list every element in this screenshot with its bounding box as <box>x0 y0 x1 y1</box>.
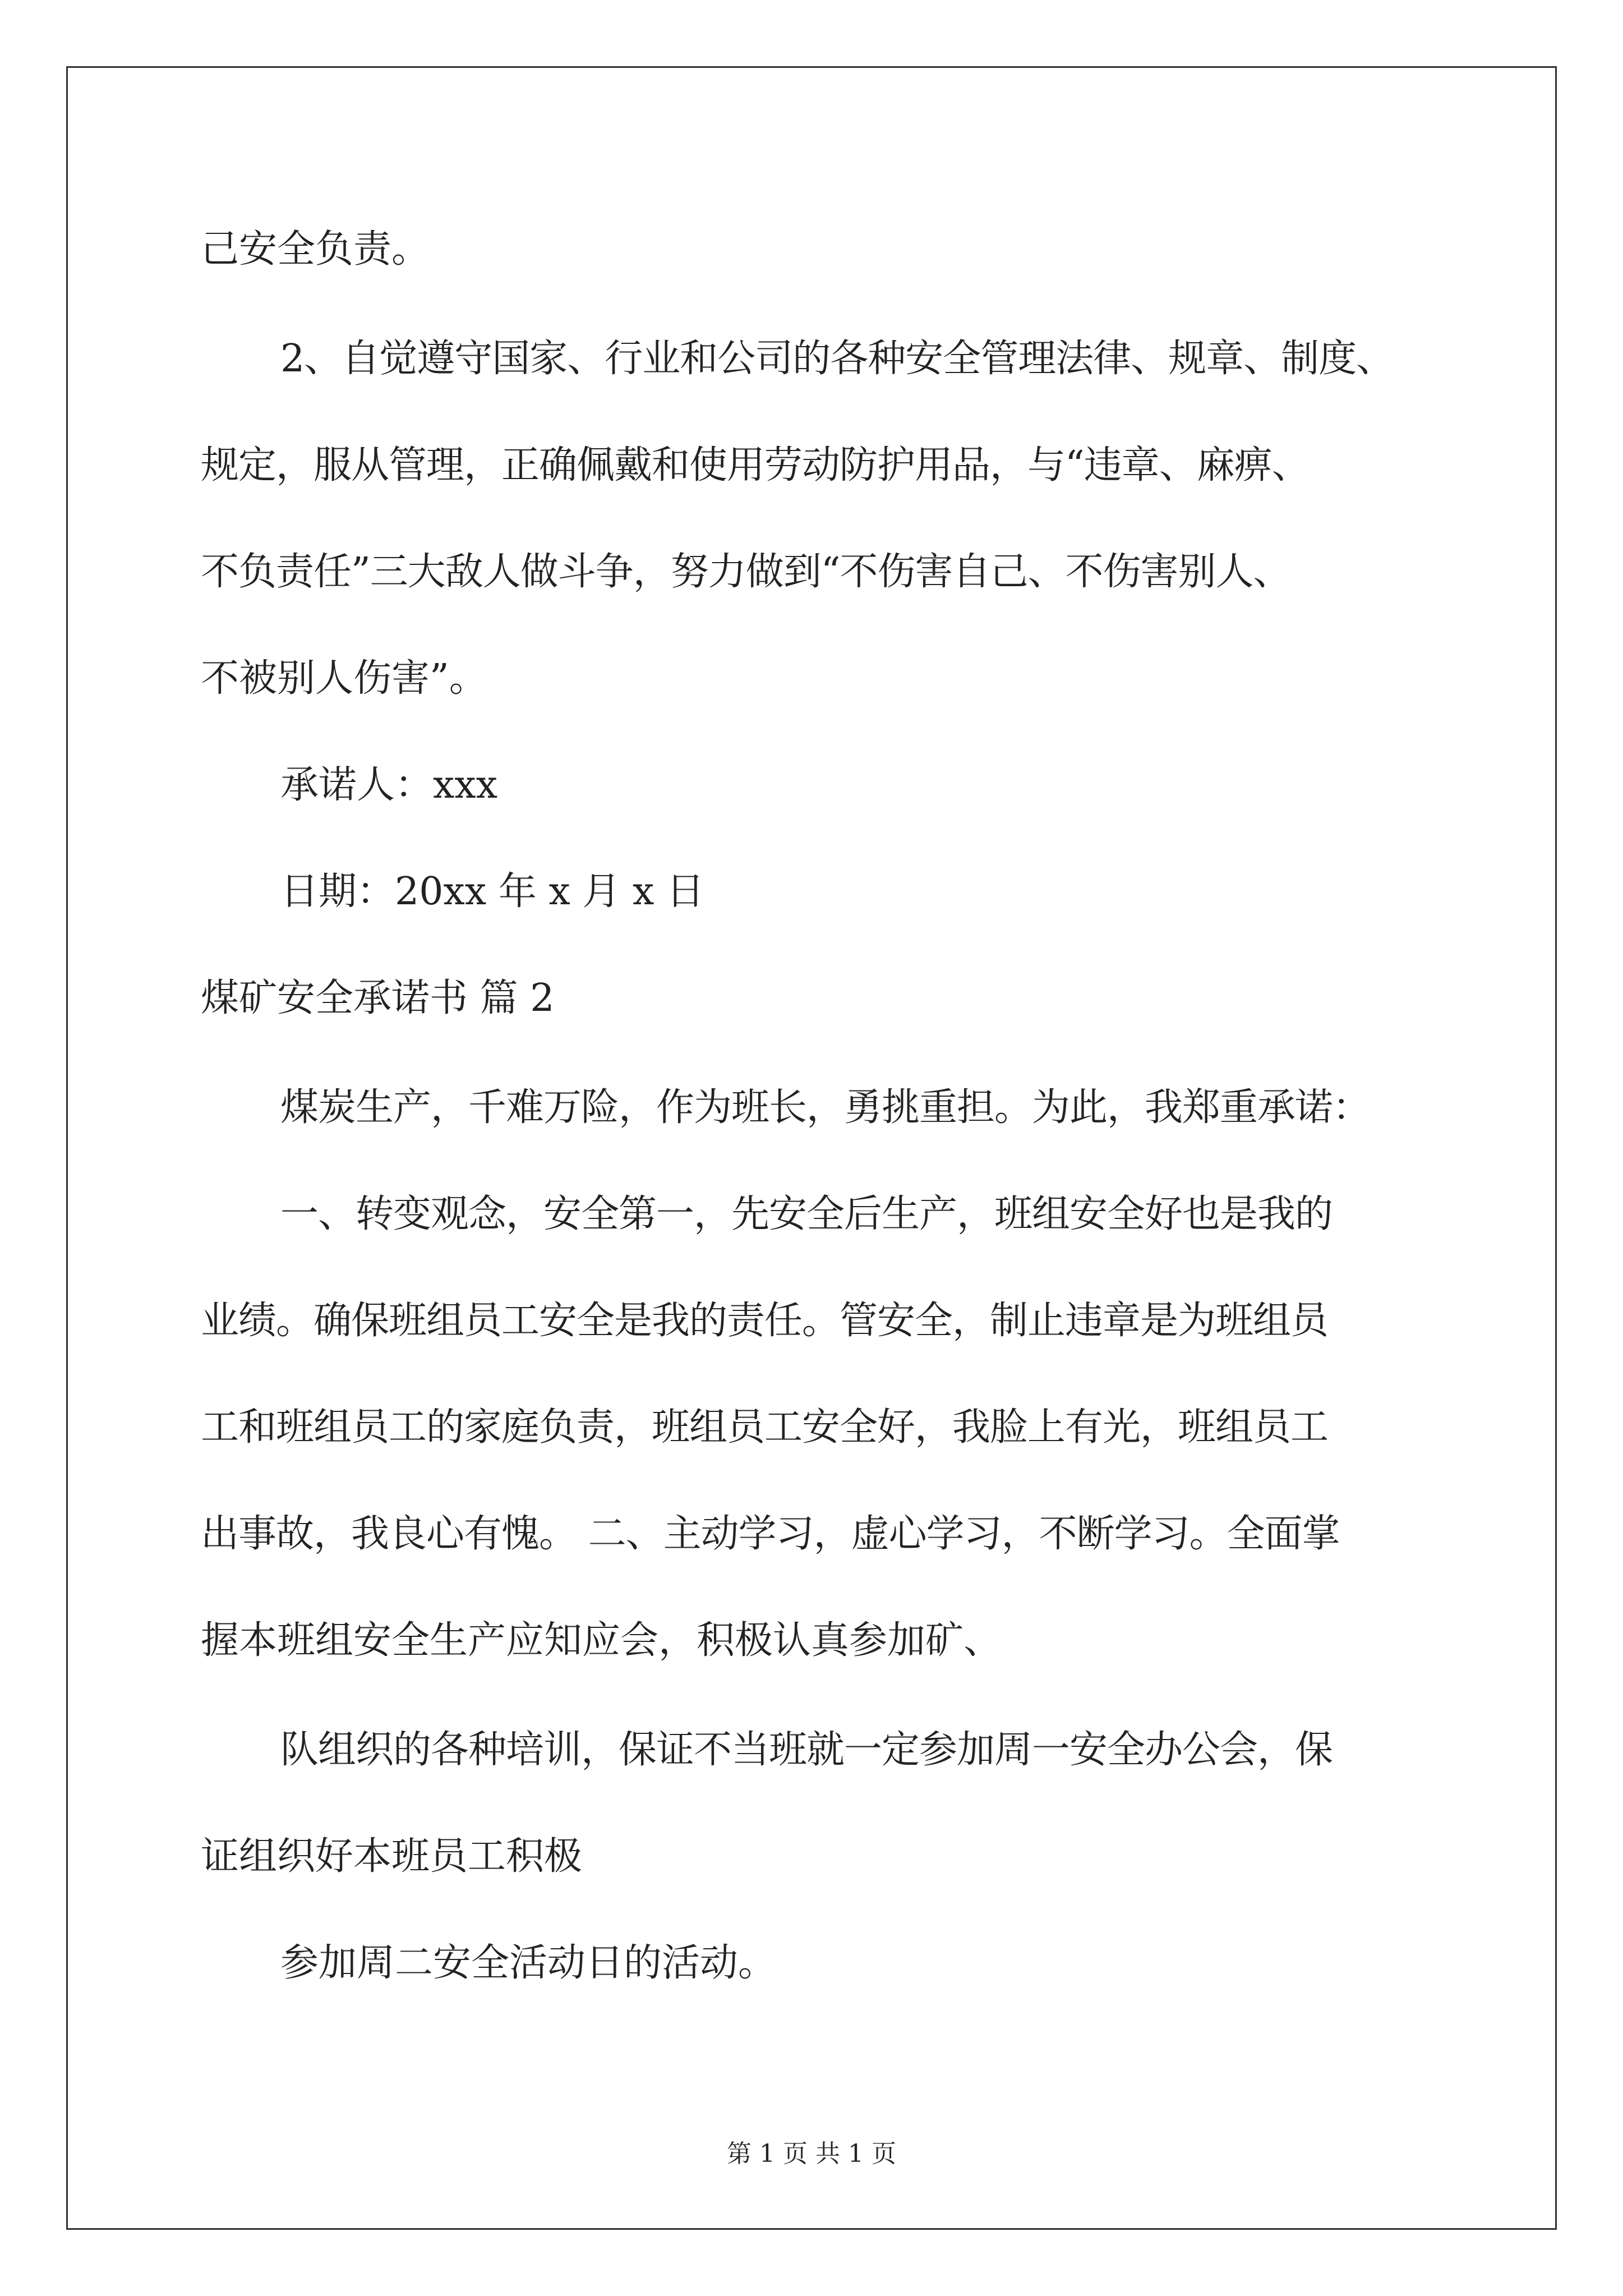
text-line: 不被别人伤害”。 <box>201 656 487 701</box>
page-footer: 第 1 页 共 1 页 <box>727 2139 896 2168</box>
text-line: 队组织的各种培训，保证不当班就一定参加周一安全办公会，保 <box>280 1728 1333 1772</box>
date-line: 日期：20xx 年 x 月 x 日 <box>280 869 705 914</box>
text-line: 不负责任”三大敌人做斗争，努力做到“不伤害自己、不伤害别人、 <box>201 550 1291 594</box>
text-line: 2、自觉遵守国家、行业和公司的各种安全管理法律、规章、制度、 <box>280 337 1394 381</box>
text-line: 业绩。确保班组员工安全是我的责任。管安全，制止违章是为班组员 <box>201 1299 1329 1343</box>
section-heading: 煤矿安全承诺书 篇 2 <box>201 976 555 1020</box>
text-line: 己安全负责。 <box>201 227 430 272</box>
text-line: 一、转变观念，安全第一，先安全后生产，班组安全好也是我的 <box>280 1192 1333 1236</box>
text-line: 握本班组安全生产应知应会，积极认真参加矿、 <box>201 1618 1002 1663</box>
text-line: 证组织好本班员工积极 <box>201 1834 583 1879</box>
text-line: 规定，服从管理，正确佩戴和使用劳动防护用品，与“违章、麻痹、 <box>201 443 1310 487</box>
text-line: 煤炭生产，千难万险，作为班长，勇挑重担。为此，我郑重承诺： <box>280 1085 1371 1130</box>
signatory-line: 承诺人：xxx <box>280 763 498 807</box>
text-line: 出事故，我良心有愧。 二、主动学习，虚心学习，不断学习。全面掌 <box>201 1512 1340 1556</box>
text-line: 参加周二安全活动日的活动。 <box>280 1941 777 1985</box>
text-line: 工和班组员工的家庭负责，班组员工安全好，我脸上有光，班组员工 <box>201 1405 1329 1450</box>
page-border <box>66 66 1557 2230</box>
